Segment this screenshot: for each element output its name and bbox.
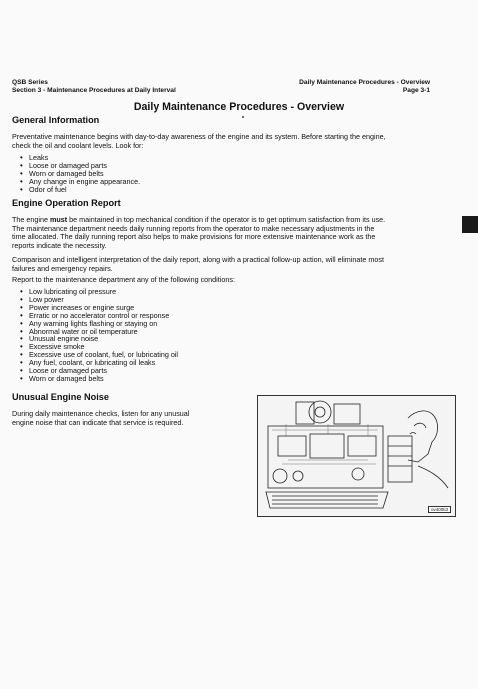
list-item: • Power increases or engine surge [20,304,178,312]
speck [242,116,244,118]
engine-illustration [257,395,456,517]
series-name: QSB Series [12,79,48,86]
general-intro [12,133,452,150]
report-line: time allocated. The daily running report also helps to make provisions for more extensive maintenance work as the [12,232,376,242]
figure-code: ov400ti3 [428,506,451,513]
noise-line: During daily maintenance checks, listen for any unusual [12,409,190,418]
engine-with-listener-illustration [258,396,455,516]
list-item: • Low power [20,296,178,304]
report-line: Comparison and intelligent interpretation of the daily report, along with a practical follow-up action, will eliminate most [12,255,384,264]
list-item: • Any change in engine appearance. [20,178,140,186]
report-text: be maintained in top mechanical condition if the operator is to get optimum satisfaction from its use. [67,215,386,224]
report-line: The maintenance department needs daily running reports from the operator to make necessary adjustments in the [12,223,375,233]
conditions-list [20,288,178,383]
list-item: • Loose or damaged parts [20,162,140,170]
header-right [299,79,430,94]
list-item: • Low lubricating oil pressure [20,288,178,296]
list-item: • Leaks [20,154,140,162]
emphasis-must: must [49,215,68,224]
section-thumb-tab [462,216,478,233]
noise-paragraph [12,410,252,427]
general-intro-line: Preventative maintenance begins with day-to-day awareness of the engine and its system. Before starting the engine, [12,132,386,141]
heading-general-information: General Information [12,115,100,125]
report-paragraph-1 [12,216,452,250]
heading-unusual-engine-noise: Unusual Engine Noise [12,392,109,402]
report-paragraph-3: Report to the maintenance department any of the following conditions: [12,275,235,284]
list-item: • Erratic or no accelerator control or response [20,312,178,320]
list-item: • Any fuel, coolant, or lubricating oil leaks [20,359,178,367]
list-item: • Worn or damaged belts [20,170,140,178]
heading-engine-operation-report: Engine Operation Report [12,198,121,208]
report-text: The engine [12,215,50,224]
list-item: • Excessive smoke [20,343,178,351]
list-item: • Excessive use of coolant, fuel, or lubricating oil [20,351,178,359]
noise-line: engine noise that can indicate that service is required. [12,417,184,427]
list-item: • Loose or damaged parts [20,367,178,375]
report-line: reports indicate the necessity. [12,240,107,250]
list-item: • Worn or damaged belts [20,375,178,383]
header-left [12,79,176,94]
page-number: Page 3-1 [402,86,430,94]
list-item: • Unusual engine noise [20,335,178,343]
list-item: • Odor of fuel [20,186,140,194]
section-name: Section 3 - Maintenance Procedures at Daily Interval [12,86,176,94]
list-item: • Any warning lights flashing or staying on [20,320,178,328]
report-line: failures and emergency repairs. [12,263,113,273]
running-title: Daily Maintenance Procedures - Overview [299,79,430,86]
general-intro-line: check the oil and coolant levels. Look for: [12,140,144,150]
look-for-list [20,154,140,194]
list-item: • Abnormal water or oil temperature [20,328,178,336]
page-title: Daily Maintenance Procedures - Overview [133,101,345,113]
report-paragraph-2 [12,256,452,273]
